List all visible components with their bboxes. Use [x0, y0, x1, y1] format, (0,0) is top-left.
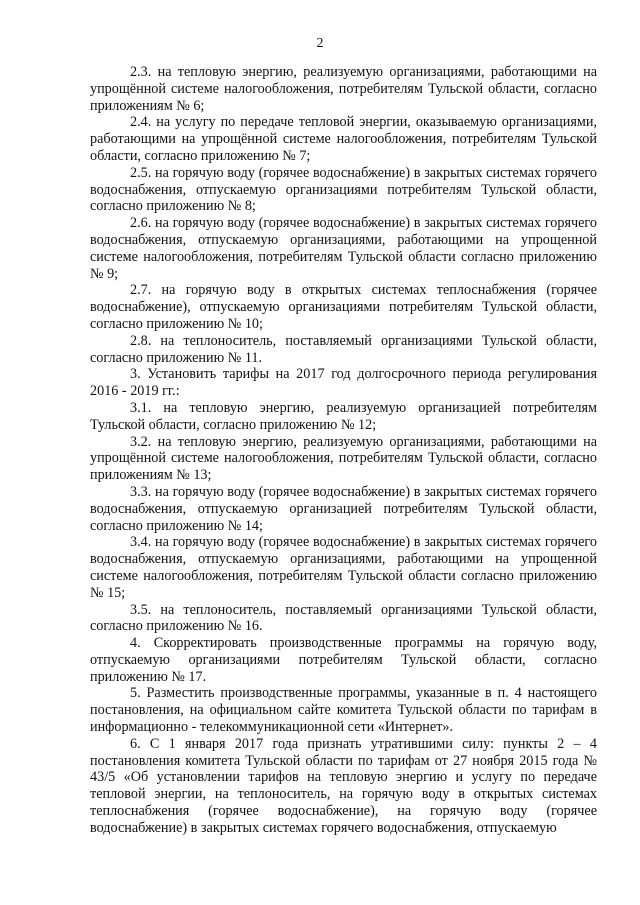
paragraph: 3.5. на теплоноситель, поставляемый организациями Тульской области, согласно приложению № 16. [90, 601, 597, 635]
paragraph: 3.2. на тепловую энергию, реализуемую организациями, работающими на упрощённой системе налогообложения, потребителям Тульской области, согласно приложениям № 13; [90, 433, 597, 484]
paragraph: 2.8. на теплоноситель, поставляемый организациями Тульской области, согласно приложению № 11. [90, 332, 597, 366]
paragraph: 2.7. на горячую воду в открытых системах теплоснабжения (горячее водоснабжение), отпускаемую организациями потребителям Тульской области, согласно приложению № 10; [90, 282, 597, 332]
paragraph: 3.1. на тепловую энергию, реализуемую организацией потребителям Тульской области, согласно приложению № 12; [90, 399, 597, 433]
page-number: 2 [316, 36, 324, 51]
paragraph: 2.6. на горячую воду (горячее водоснабжение) в закрытых системах горячего водоснабжения, отпускаемую организациями, работающими на упрощенной системе налогообложения, потребителям Тульской области согласно приложению № 9; [90, 215, 597, 282]
paragraph: 2.5. на горячую воду (горячее водоснабжение) в закрытых системах горячего водоснабжения, отпускаемую организациями потребителям Тульской области, согласно приложению № 8; [90, 164, 597, 215]
paragraph: 3. Установить тарифы на 2017 год долгосрочного периода регулирования 2016 - 2019 гг.: [90, 366, 597, 400]
paragraph: 2.4. на услугу по передаче тепловой энергии, оказываемую организациями, работающими на упрощённой системе налогообложения, потребителям Тульской области, согласно приложению № 7; [90, 114, 597, 164]
paragraph: 6. С 1 января 2017 года признать утратившими силу: пункты 2 – 4 постановления комитета Тульской области по тарифам от 27 ноября 2015 года № 43/5 «Об установлении тарифов на тепловую энергию и услугу по передаче тепловой энергии, на теплоноситель, на горячую воду в открытых системах теплоснабжения (горячее водоснабжение), на горячую воду (горячее водоснабжение) в закрытых системах горячего водоснабжения, отпускаемую [90, 735, 597, 836]
paragraph: 3.3. на горячую воду (горячее водоснабжение) в закрытых системах горячего водоснабжения, отпускаемую организацией потребителям Тульской области, согласно приложению № 14; [90, 483, 597, 534]
paragraph: 2.3. на тепловую энергию, реализуемую организациями, работающими на упрощённой системе налогообложения, потребителям Тульской области, согласно приложениям № 6; [90, 64, 597, 114]
paragraph: 4. Скорректировать производственные программы на горячую воду, отпускаемую организациями потребителям Тульской области, согласно приложению № 17. [90, 635, 597, 685]
paragraph: 5. Разместить производственные программы, указанные в п. 4 настоящего постановления, на официальном сайте комитета Тульской области по тарифам в информационно - телекоммуникационной сети «Интернет». [90, 685, 597, 736]
document-body [90, 64, 597, 837]
paragraph: 3.4. на горячую воду (горячее водоснабжение) в закрытых системах горячего водоснабжения, отпускаемую организациями, работающими на упрощенной системе налогообложения, потребителям Тульской области согласно приложению № 15; [90, 534, 597, 601]
